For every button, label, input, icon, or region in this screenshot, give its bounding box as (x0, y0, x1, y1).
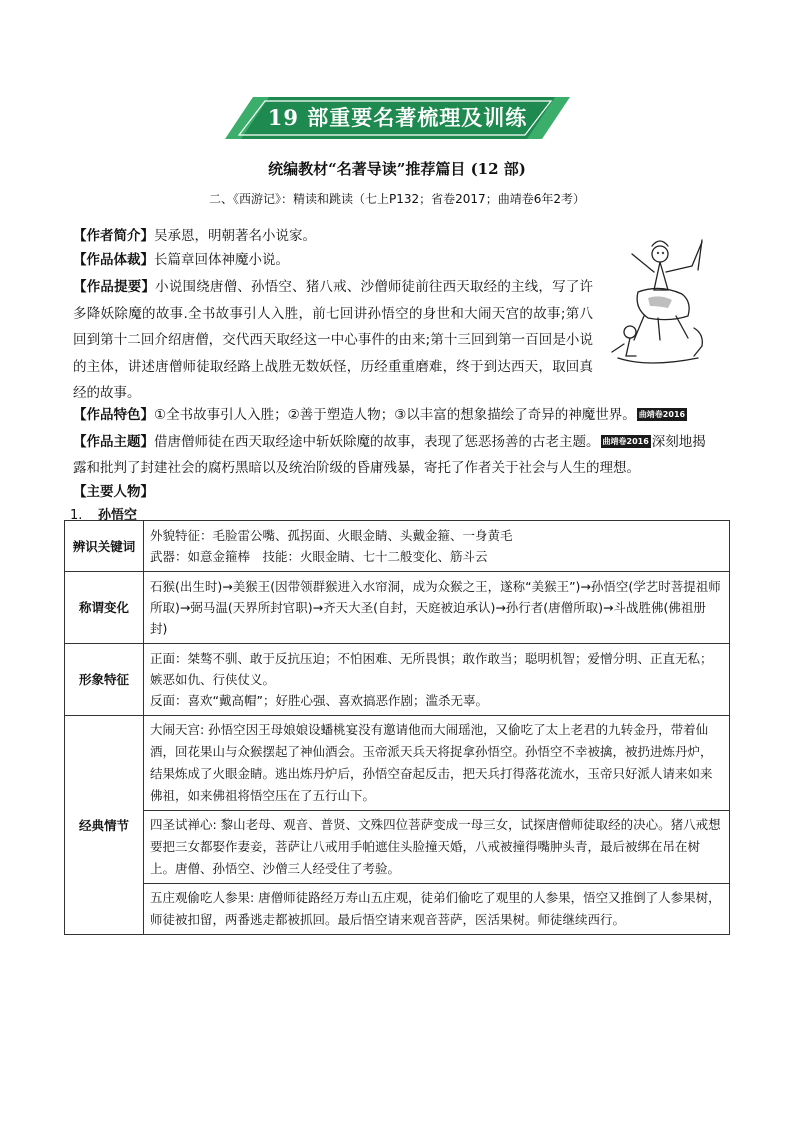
character-table (64, 520, 730, 935)
summary-paragraph (73, 274, 593, 407)
journey-illustration-icon (598, 232, 723, 374)
row-line: 正面：桀骜不驯、敢于反抗压迫；不怕困难、无所畏惧；敢作敢当；聪明机智；爱憎分明、正直无私；嫉恶如仇、行侠仗义。 (150, 651, 713, 687)
author-line (73, 226, 316, 246)
main-characters-label: 【主要人物】 (73, 484, 154, 500)
exam-badge: 曲靖卷2016 (602, 437, 649, 446)
theme-line (73, 432, 706, 452)
table-row (65, 811, 730, 884)
banner-title: 19 部重要名著梳理及训练 (267, 105, 528, 130)
summary-text: 小说围绕唐僧、孙悟空、猪八戒、沙僧师徒前往西天取经的主线，写了许多降妖除魔的故事.全书故事引人入胜，前七回讲孙悟空的身世和大闹天宫的故事;第八回到第十二回介绍唐僧，交代西天取经这一中心事件的由来;第十三回到第一百回是小说的主体，讲述唐僧师徒取经路上战胜无数妖怪，历经重重磨难，终于到达西天，取回真经的故事。 (73, 279, 594, 401)
summary-tag: 【作品提要】 (73, 279, 156, 295)
genre-line (73, 250, 289, 270)
table-row (65, 716, 730, 811)
row-content (144, 572, 730, 644)
author-tag: 【作者简介】 (73, 228, 154, 244)
theme-tag: 【作品主题】 (73, 434, 154, 450)
character-number: 1. (70, 508, 83, 523)
plot-cell: 五庄观偷吃人参果: 唐僧师徒路经万寿山五庄观，徒弟们偷吃了观里的人参果，悟空又推倒了人参果树，师徒被扣留，两番逃走都被抓回。最后悟空请来观音菩萨，医活果树。师徒继续西行。 (144, 884, 730, 935)
author-text: 吴承恩，明朝著名小说家。 (154, 228, 316, 244)
theme-line-2: 露和批判了封建社会的腐朽黑暗以及统治阶级的昏庸残暴，寄托了作者关于社会与人生的理想。 (73, 460, 640, 476)
row-label: 形象特征 (65, 644, 144, 716)
features-tag: 【作品特色】 (73, 407, 154, 423)
row-line: 武器：如意金箍棒 技能：火眼金睛、七十二般变化、筋斗云 (150, 549, 488, 564)
features-line (73, 405, 688, 425)
row-line: 反面：喜欢“戴高帽”；好胜心强、喜欢搞恶作剧；滥杀无辜。 (150, 693, 488, 708)
row-label: 称谓变化 (65, 572, 144, 644)
main-characters-tag (73, 482, 154, 502)
table-row (65, 521, 730, 572)
plot-cell: 四圣试禅心: 黎山老母、观音、普贤、文殊四位菩萨变成一母三女，试探唐僧师徒取经的决心。猪八戒想要把三女都娶作妻妾，菩萨让八戒用手帕遮住头脸撞天婚，八戒被撞得嘴肿头青，最后被绑在吊在树上。唐僧、孙悟空、沙僧三人经受住了考验。 (144, 811, 730, 884)
theme-text-1: 借唐僧师徒在西天取经途中斩妖除魔的故事，表现了惩恶扬善的古老主题。 (154, 434, 600, 450)
row-line: 石猴(出生时)→美猴王(因带领群猴进入水帘洞，成为众猴之王，遂称“美猴王”)→孙悟空(学艺时菩提祖师所取)→弼马温(天界所封官职)→齐天大圣(自封，天庭被迫承认)→孙行者(唐僧所取)→斗战胜佛(佛祖册封) (150, 579, 721, 636)
plot-cell: 大闹天宫: 孙悟空因王母娘娘设蟠桃宴没有邀请他而大闹瑶池，又偷吃了太上老君的九转金丹，带着仙酒，回花果山与众猴摆起了神仙酒会。玉帝派天兵天将捉拿孙悟空。孙悟空不幸被擒，被扔进炼丹炉，结果炼成了火眼金睛。逃出炼丹炉后，孙悟空奋起反击，把天兵打得落花流水，玉帝只好派人请来如来佛祖，如来佛祖将悟空压在了五行山下。 (144, 716, 730, 811)
genre-text: 长篇章回体神魔小说。 (154, 252, 289, 268)
row-content (144, 521, 730, 572)
table-row (65, 572, 730, 644)
table-row (65, 644, 730, 716)
features-text: ①全书故事引人入胜；②善于塑造人物；③以丰富的想象描绘了奇异的神魔世界。 (154, 407, 636, 423)
title-banner (225, 97, 570, 139)
row-label: 辨识关键词 (65, 521, 144, 572)
exam-badge: 曲靖卷2016 (638, 410, 686, 419)
row-content (144, 644, 730, 716)
section-heading: 二、《西游记》：精读和跳读（七上P132；省卷2017；曲靖卷6年2考） (209, 192, 585, 206)
page-subtitle: 统编教材“名著导读”推荐篇目 (12 部) (268, 160, 526, 178)
table-row (65, 884, 730, 935)
genre-tag: 【作品体裁】 (73, 252, 154, 268)
character-name: 孙悟空 (98, 508, 138, 523)
theme-text-2: 深刻地揭 (651, 434, 706, 450)
row-label: 经典情节 (65, 716, 144, 935)
row-line: 外貌特征：毛脸雷公嘴、孤拐面、火眼金睛、头戴金箍、一身黄毛 (150, 528, 513, 543)
